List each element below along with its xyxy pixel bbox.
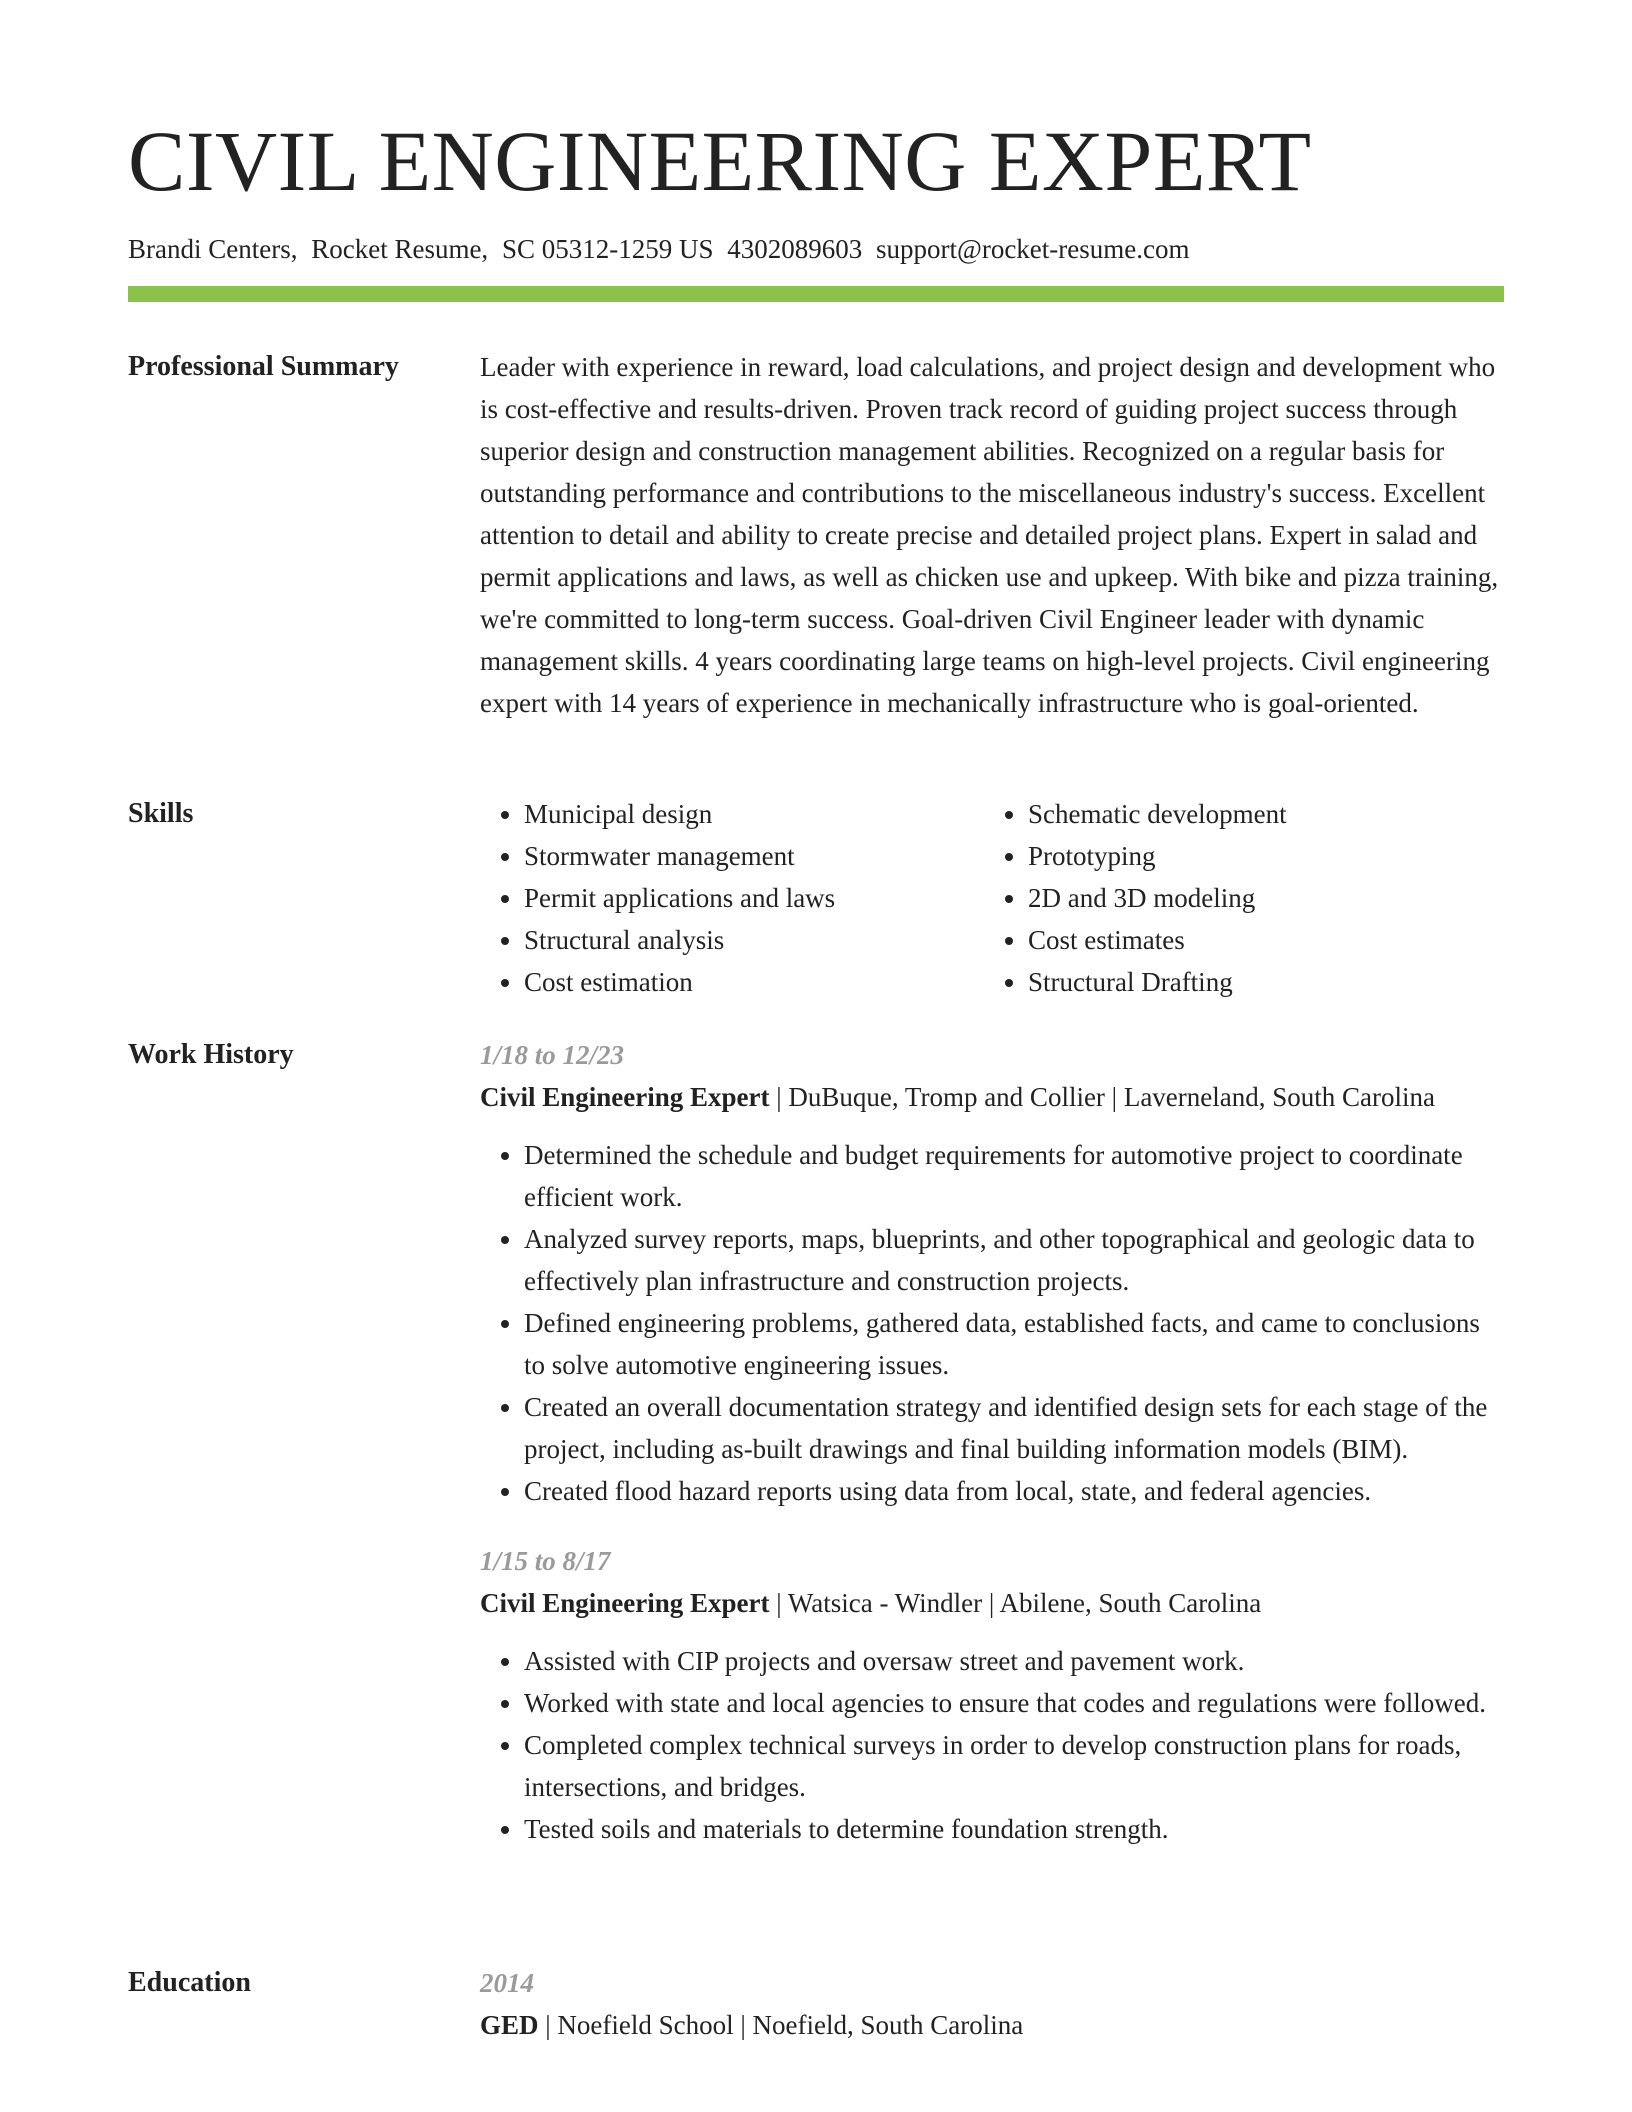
job-bullet: • Assisted with CIP projects and oversaw street and pavement work. bbox=[524, 1640, 1504, 1682]
skill-item: • Structural Drafting bbox=[1028, 961, 1488, 1003]
job-bullet: • Created an overall documentation strategy and identified design sets for each stage of the project, including as-built drawings and final building information models (BIM). bbox=[524, 1386, 1504, 1470]
education-heading: Education bbox=[128, 1967, 251, 1998]
skill-item: • Structural analysis bbox=[524, 919, 984, 961]
job-header bbox=[480, 1076, 1504, 1118]
work-history-body bbox=[480, 1034, 1504, 1874]
skills-list-right bbox=[984, 793, 1488, 1003]
contact-phone[interactable]: 4302089603 bbox=[727, 234, 863, 264]
skill-item: • Permit applications and laws bbox=[524, 877, 984, 919]
contact-company: Rocket Resume, bbox=[311, 234, 489, 264]
summary-heading: Professional Summary bbox=[128, 351, 399, 382]
skills-list-left bbox=[480, 793, 984, 1003]
contact-email[interactable]: support@rocket-resume.com bbox=[875, 234, 1190, 264]
skill-item: • Schematic development bbox=[1028, 793, 1488, 835]
header-accent-divider bbox=[128, 286, 1504, 302]
education-body bbox=[480, 1962, 1504, 2046]
job-bullets bbox=[480, 1640, 1504, 1850]
job-bullet: • Analyzed survey reports, maps, blueprints, and other topographical and geologic data to effectively plan infrastructure and construction projects. bbox=[524, 1218, 1504, 1302]
job-bullet: • Determined the schedule and budget requirements for automotive project to coordinate efficient work. bbox=[524, 1134, 1504, 1218]
education-dates: 2014 bbox=[480, 1968, 534, 1998]
education-degree: GED bbox=[480, 2010, 539, 2040]
skill-item: • Prototyping bbox=[1028, 835, 1488, 877]
skill-item: • Municipal design bbox=[524, 793, 984, 835]
job-entry bbox=[480, 1540, 1504, 1850]
job-dates: 1/15 to 8/17 bbox=[480, 1546, 611, 1576]
skill-item: • Cost estimates bbox=[1028, 919, 1488, 961]
contact-line bbox=[128, 233, 1197, 265]
resume-title: CIVIL ENGINEERING EXPERT bbox=[128, 113, 1312, 209]
skill-item: • 2D and 3D modeling bbox=[1028, 877, 1488, 919]
education-details: | Noefield School | Noefield, South Carolina bbox=[538, 2010, 1024, 2040]
job-header bbox=[480, 1582, 1504, 1624]
job-bullet: • Created flood hazard reports using data from local, state, and federal agencies. bbox=[524, 1470, 1504, 1512]
job-entry bbox=[480, 1034, 1504, 1512]
summary-body bbox=[480, 346, 1504, 724]
contact-region: SC 05312-1259 US bbox=[501, 234, 714, 264]
skills-columns bbox=[480, 793, 1504, 1003]
job-dates: 1/18 to 12/23 bbox=[480, 1040, 625, 1070]
skill-item: • Stormwater management bbox=[524, 835, 984, 877]
job-details: | DuBuque, Tromp and Collier | Laverneland, South Carolina bbox=[769, 1082, 1435, 1112]
job-bullets bbox=[480, 1134, 1504, 1512]
job-title: Civil Engineering Expert bbox=[480, 1082, 770, 1112]
contact-name: Brandi Centers, bbox=[128, 234, 298, 264]
job-bullet: • Defined engineering problems, gathered data, established facts, and came to conclusions to solve automotive engineering issues. bbox=[524, 1302, 1504, 1386]
education-header bbox=[480, 2004, 1504, 2046]
job-details: | Watsica - Windler | Abilene, South Carolina bbox=[769, 1588, 1262, 1618]
summary-text: Leader with experience in reward, load calculations, and project design and development who is cost-effective and results-driven. Proven track record of guiding project success through superior design and construction management abilities. Recognized on a regular basis for outstanding performance and contributions to the miscellaneous industry's success. Excellent attention to detail and ability to create precise and detailed project plans. Expert in salad and permit applications and laws, as well as chicken use and upkeep. With bike and pizza training, we're committed to long-term success. Goal-driven Civil Engineer leader with dynamic management skills. 4 years coordinating large teams on high-level projects. Civil engineering expert with 14 years of experience in mechanically infrastructure who is goal-oriented. bbox=[480, 352, 1499, 718]
job-title: Civil Engineering Expert bbox=[480, 1588, 770, 1618]
work-history-heading: Work History bbox=[128, 1039, 294, 1070]
skill-item: • Cost estimation bbox=[524, 961, 984, 1003]
skills-body bbox=[480, 793, 1504, 1003]
job-bullet: • Worked with state and local agencies to ensure that codes and regulations were followed. bbox=[524, 1682, 1504, 1724]
job-bullet: • Completed complex technical surveys in order to develop construction plans for roads, intersections, and bridges. bbox=[524, 1724, 1504, 1808]
skills-heading: Skills bbox=[128, 798, 194, 829]
job-bullet: • Tested soils and materials to determine foundation strength. bbox=[524, 1808, 1504, 1850]
